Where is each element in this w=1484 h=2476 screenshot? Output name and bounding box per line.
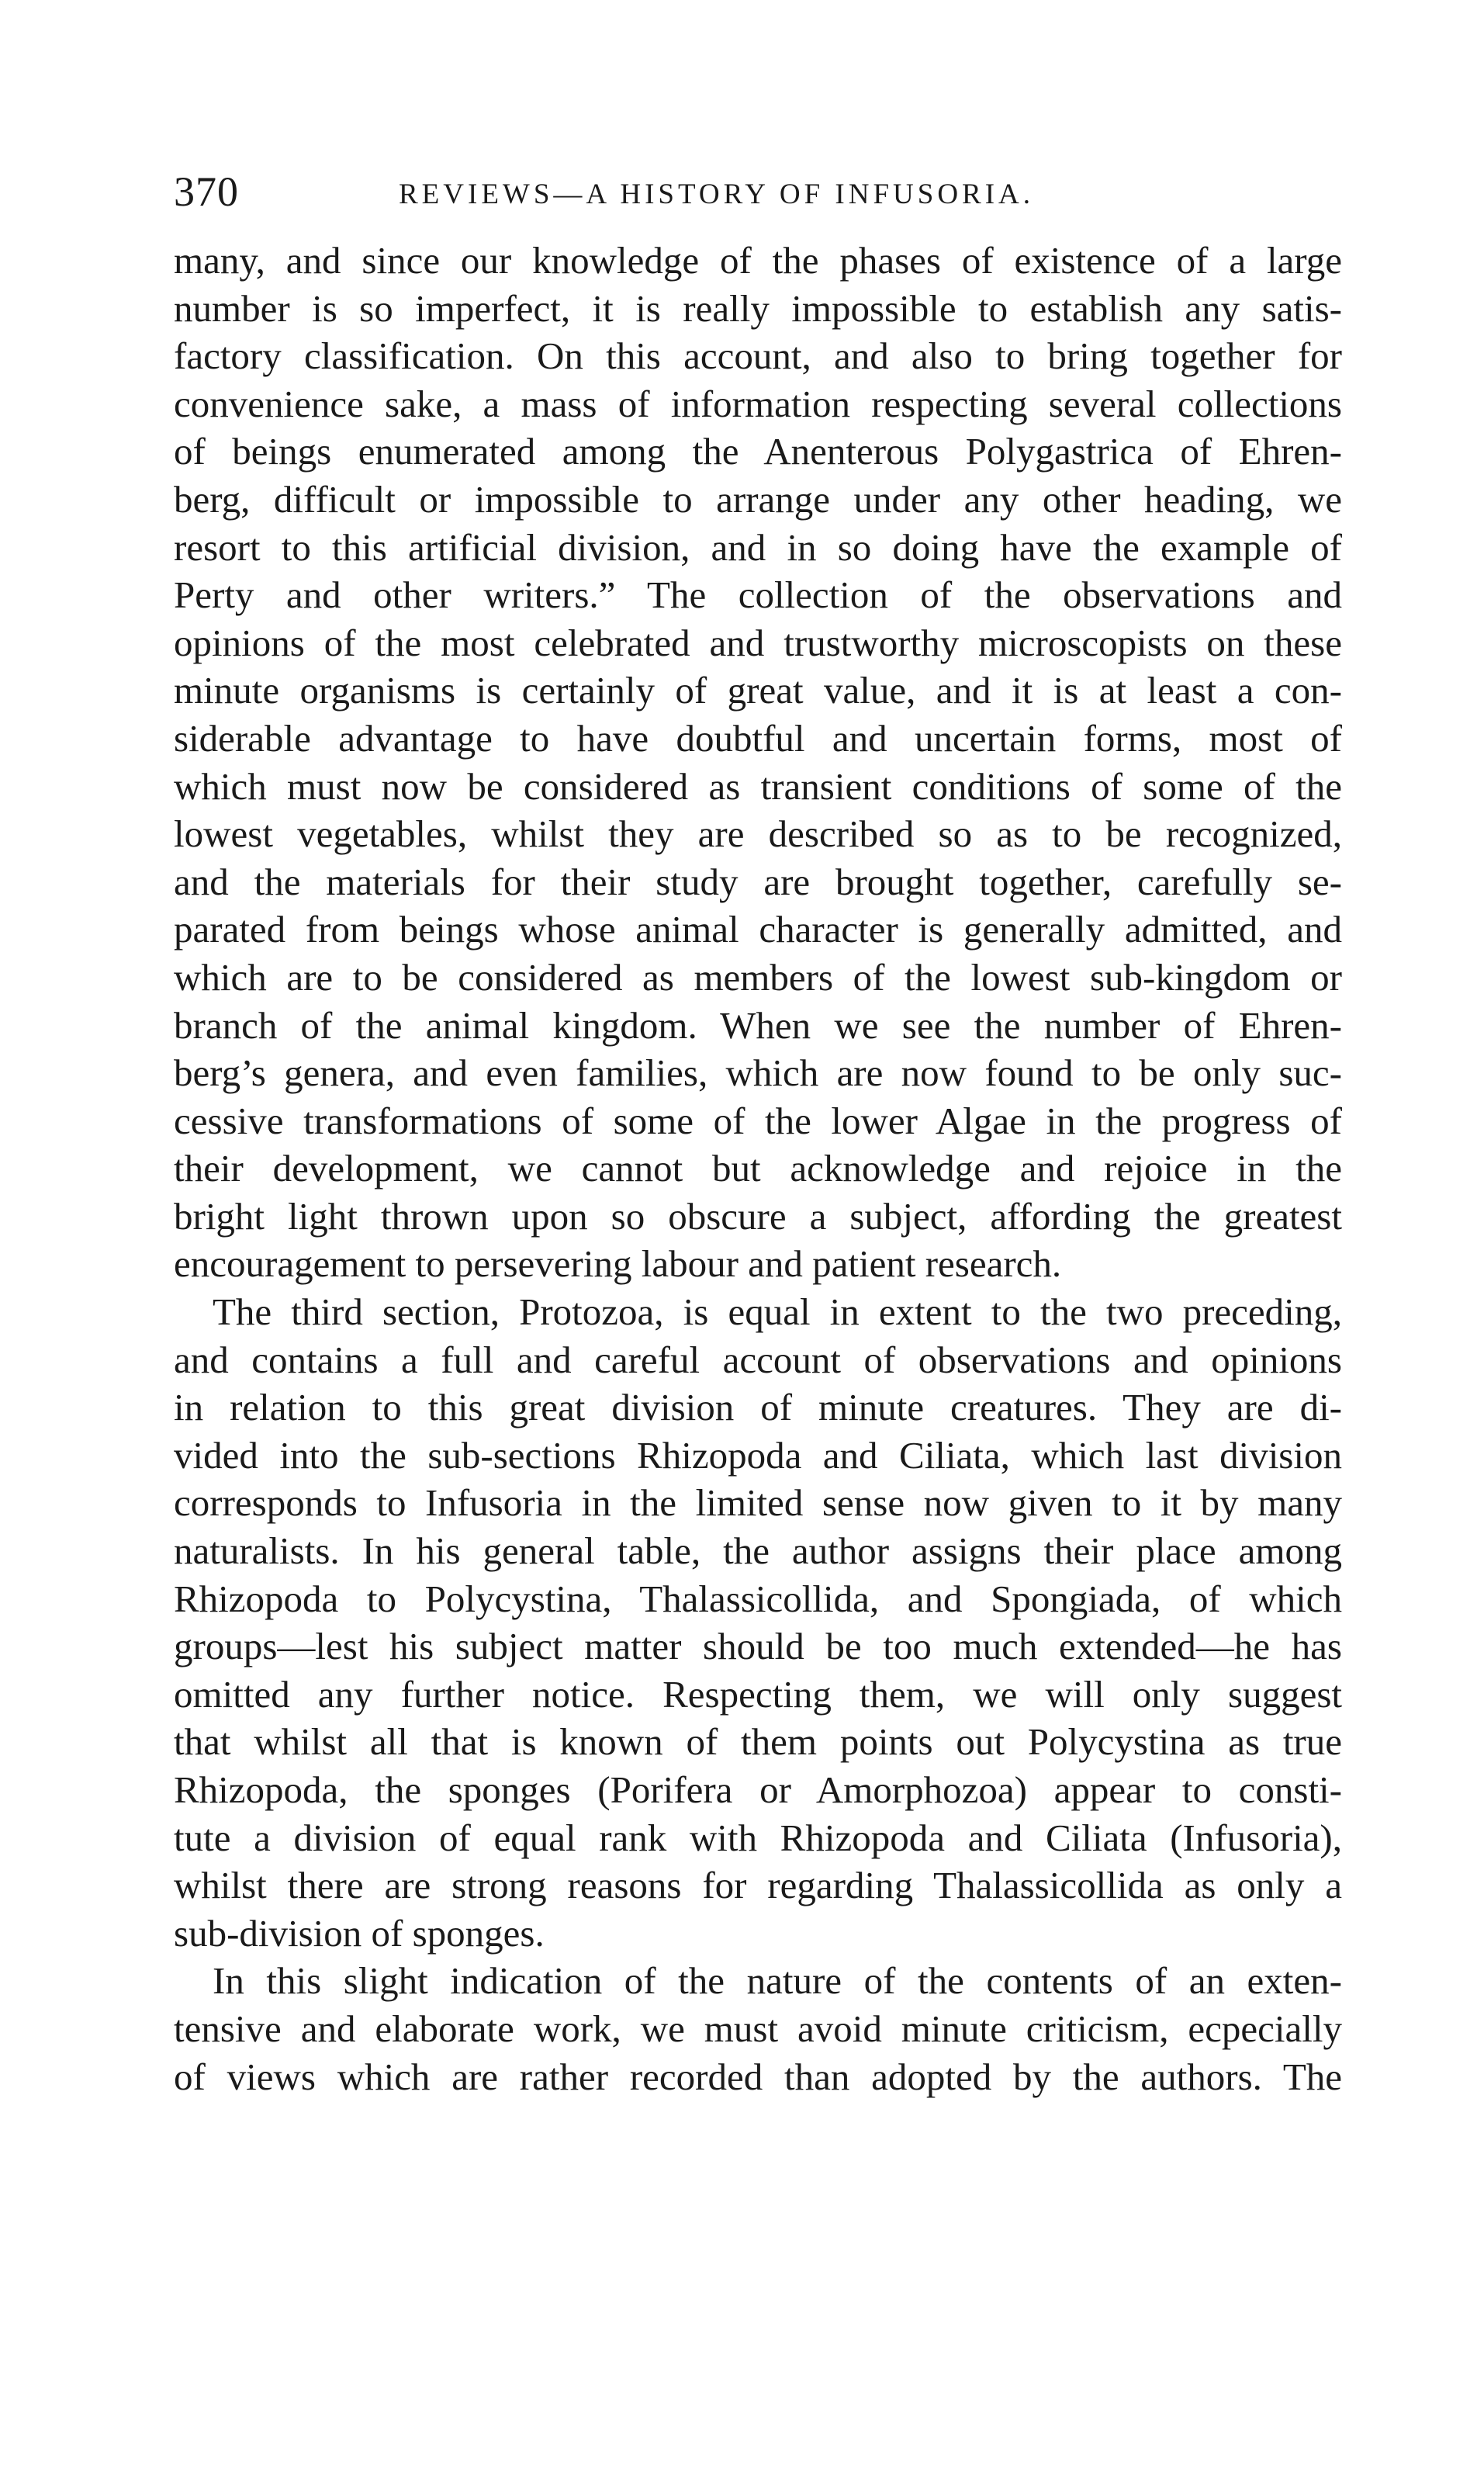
text-line: corresponds to Infusoria in the limited sense now given to it by many: [174, 1481, 1342, 1525]
text-line: resort to this artificial division, and in so doing have the example of: [174, 525, 1342, 569]
text-line: vided into the sub-sections Rhizopoda and Ciliata, which last division: [174, 1433, 1342, 1477]
text-line: of views which are rather recorded than adopted by the authors. The: [174, 2055, 1342, 2098]
text-line: convenience sake, a mass of information respecting several collections: [174, 382, 1342, 425]
body-text: [174, 237, 1342, 2100]
text-line: parated from beings whose animal character is generally admitted, and: [174, 908, 1342, 951]
text-line: whilst there are strong reasons for regarding Thalassicollida as only a: [174, 1864, 1342, 1907]
text-line: tute a division of equal rank with Rhizopoda and Ciliata (Infusoria),: [174, 1816, 1342, 1859]
text-line: their development, we cannot but acknowledge and rejoice in the: [174, 1147, 1342, 1190]
paragraph: [174, 1957, 1342, 2100]
text-line: bright light thrown upon so obscure a subject, affording the greatest: [174, 1194, 1342, 1238]
text-line: which must now be considered as transient conditions of some of the: [174, 764, 1342, 808]
text-line: cessive transformations of some of the lower Algae in the progress of: [174, 1099, 1342, 1142]
text-line: lowest vegetables, whilst they are described so as to be recognized,: [174, 812, 1342, 856]
text-line: which are to be considered as members of the lowest sub-kingdom or: [174, 955, 1342, 999]
text-line: groups—lest his subject matter should be too much extended—he has: [174, 1625, 1342, 1668]
text-line: factory classification. On this account, and also to bring together for: [174, 334, 1342, 378]
text-line: and the materials for their study are brought together, carefully se-: [174, 860, 1342, 903]
text-line: berg’s genera, and even families, which are now found to be only suc-: [174, 1051, 1342, 1095]
text-line: omitted any further notice. Respecting them, we will only suggest: [174, 1672, 1342, 1716]
text-line: sub-division of sponges.: [174, 1911, 545, 1955]
page-number: 370: [174, 168, 239, 215]
paragraph: [174, 237, 1342, 1288]
text-line: berg, difficult or impossible to arrange under any other heading, we: [174, 477, 1342, 521]
text-line: number is so imperfect, it is really impossible to establish any satis-: [174, 286, 1342, 330]
paragraph: [174, 1288, 1342, 1957]
text-line: branch of the animal kingdom. When we see the number of Ehren-: [174, 1003, 1342, 1047]
text-line: In this slight indication of the nature of the contents of an exten-: [213, 1959, 1342, 2003]
text-line: encouragement to persevering labour and patient research.: [174, 1242, 1062, 1286]
text-line: siderable advantage to have doubtful and uncertain forms, most of: [174, 716, 1342, 760]
text-line: Perty and other writers.” The collection of the observations and: [174, 573, 1342, 617]
text-line: and contains a full and careful account of observations and opinions: [174, 1338, 1342, 1381]
text-line: in relation to this great division of minute creatures. They are di-: [174, 1386, 1342, 1429]
text-line: opinions of the most celebrated and trustworthy microscopists on these: [174, 621, 1342, 664]
text-line: Rhizopoda to Polycystina, Thalassicollida, and Spongiada, of which: [174, 1577, 1342, 1620]
text-line: that whilst all that is known of them points out Polycystina as true: [174, 1720, 1342, 1764]
text-line: naturalists. In his general table, the author assigns their place among: [174, 1529, 1342, 1573]
text-line: many, and since our knowledge of the phases of existence of a large: [174, 239, 1342, 282]
running-head: REVIEWS—A HISTORY OF INFUSORIA.: [399, 178, 1035, 210]
text-line: tensive and elaborate work, we must avoid minute criticism, ecpecially: [174, 2007, 1342, 2050]
text-line: Rhizopoda, the sponges (Porifera or Amorphozoa) appear to consti-: [174, 1768, 1342, 1811]
text-line: minute organisms is certainly of great value, and it is at least a con-: [174, 669, 1342, 712]
text-line: of beings enumerated among the Anenterous Polygastrica of Ehren-: [174, 430, 1342, 473]
text-line: The third section, Protozoa, is equal in extent to the two preceding,: [213, 1290, 1342, 1334]
page-header: [174, 164, 1342, 219]
